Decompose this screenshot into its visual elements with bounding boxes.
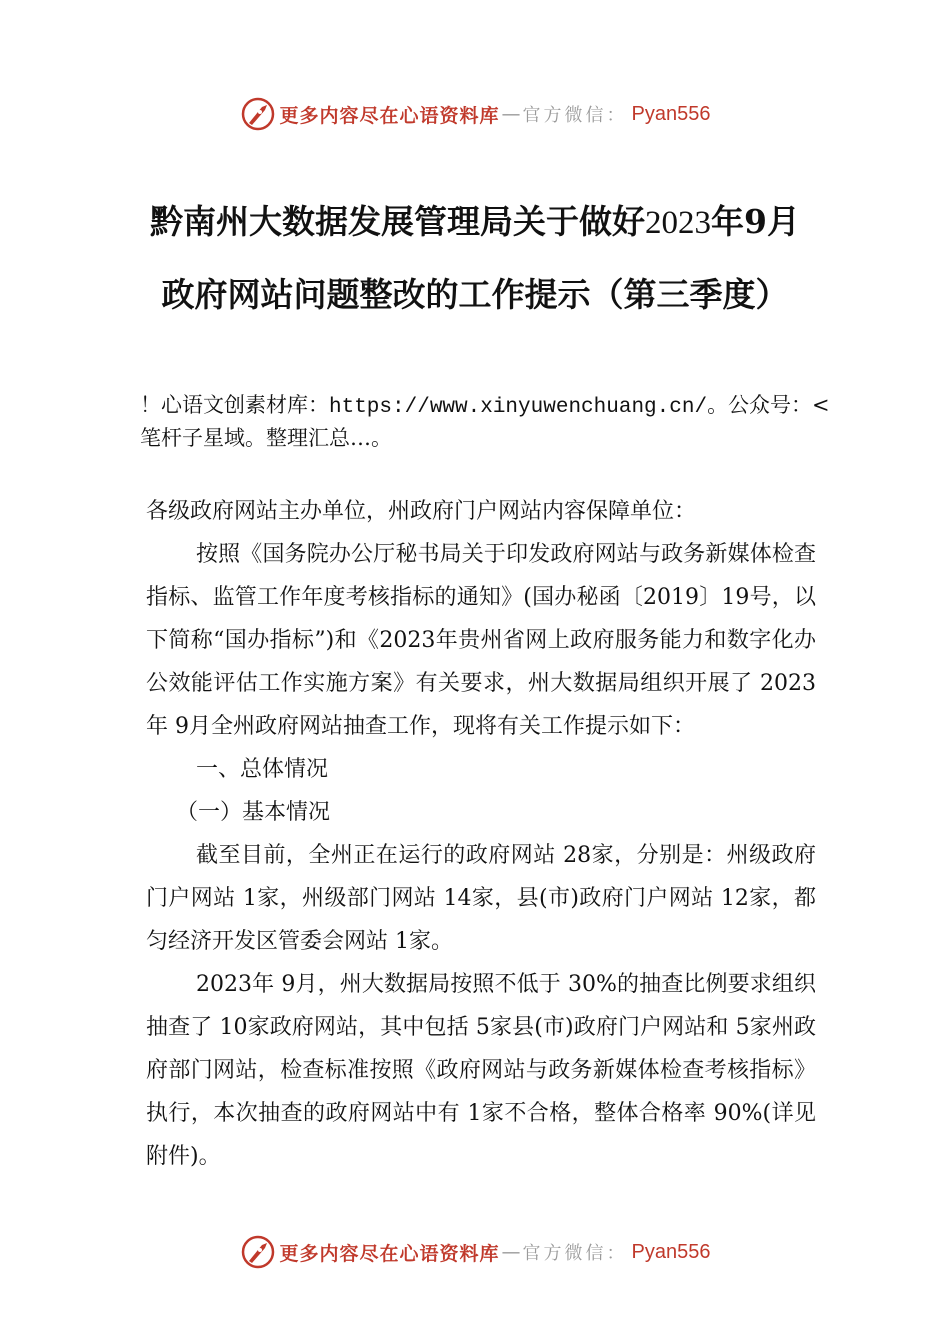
footer-banner [0, 1230, 950, 1274]
banner-wechat-id: Pyan556 [631, 102, 711, 125]
banner-separator: — [501, 103, 521, 125]
source-suffix: 。公众号：<笔杆子星域。整理汇总…。 [140, 393, 830, 450]
banner-main-text: 更多内容尽在心语资料库 [279, 1242, 500, 1265]
paragraph-3: 2023年 9月，州大数据局按照不低于 30%的抽查比例要求组织抽查了 10家政府网站，其中包括 5家县(市)政府门户网站和 5家州政府部门网站，检查标准按照《政府网站与政务新媒体检查考核指标》执行，本次抽查的政府网站中有 1家不合格，整体合格率 90%(详见附件)。 [146, 972, 816, 1169]
banner-wechat-label: 官方微信： [522, 105, 628, 126]
title-year: 2023 [645, 205, 712, 241]
document-body [146, 490, 816, 1178]
banner-wechat-label: 官方微信： [522, 1243, 628, 1264]
salutation: 各级政府网站主办单位，州政府门户网站内容保障单位： [146, 499, 697, 524]
title-part-1: 黔南州大数据发展管理局关于做好 [150, 202, 646, 241]
document-title [140, 186, 810, 331]
source-prefix: ！心语文创素材库： [140, 393, 329, 417]
source-url[interactable]: https://www.xinyuwenchuang.cn/ [329, 396, 708, 419]
source-note [140, 390, 840, 454]
paragraph-2: 截至目前，全州正在运行的政府网站 28家，分别是：州级政府门户网站 1家，州级部门网站 14家，县(市)政府门户网站 12家，都匀经济开发区管委会网站 1家。 [146, 843, 816, 954]
banner-wechat-id: Pyan556 [631, 1240, 711, 1263]
pen-nib-logo-icon [240, 96, 276, 132]
title-part-3: 9月政府网站问题整改的工作提示（第三季度） [161, 202, 800, 314]
paragraph-1: 按照《国务院办公厅秘书局关于印发政府网站与政务新媒体检查指标、监管工作年度考核指标的通知》(国办秘函〔2019〕19号，以下简称“国办指标”)和《2023年贵州省网上政府服务能力和数字化办公效能评估工作实施方案》有关要求，州大数据局组织开展了 2023年 9月全州政府网站抽查工作，现将有关工作提示如下： [146, 542, 816, 739]
section-heading-1: 一、总体情况 [196, 757, 329, 782]
header-banner [0, 92, 950, 136]
pen-nib-logo-icon [240, 1234, 276, 1270]
subsection-heading-1: （一）基本情况 [176, 800, 331, 825]
title-part-2: 年 [711, 202, 745, 241]
banner-separator: — [501, 1241, 521, 1263]
banner-main-text: 更多内容尽在心语资料库 [279, 104, 500, 127]
